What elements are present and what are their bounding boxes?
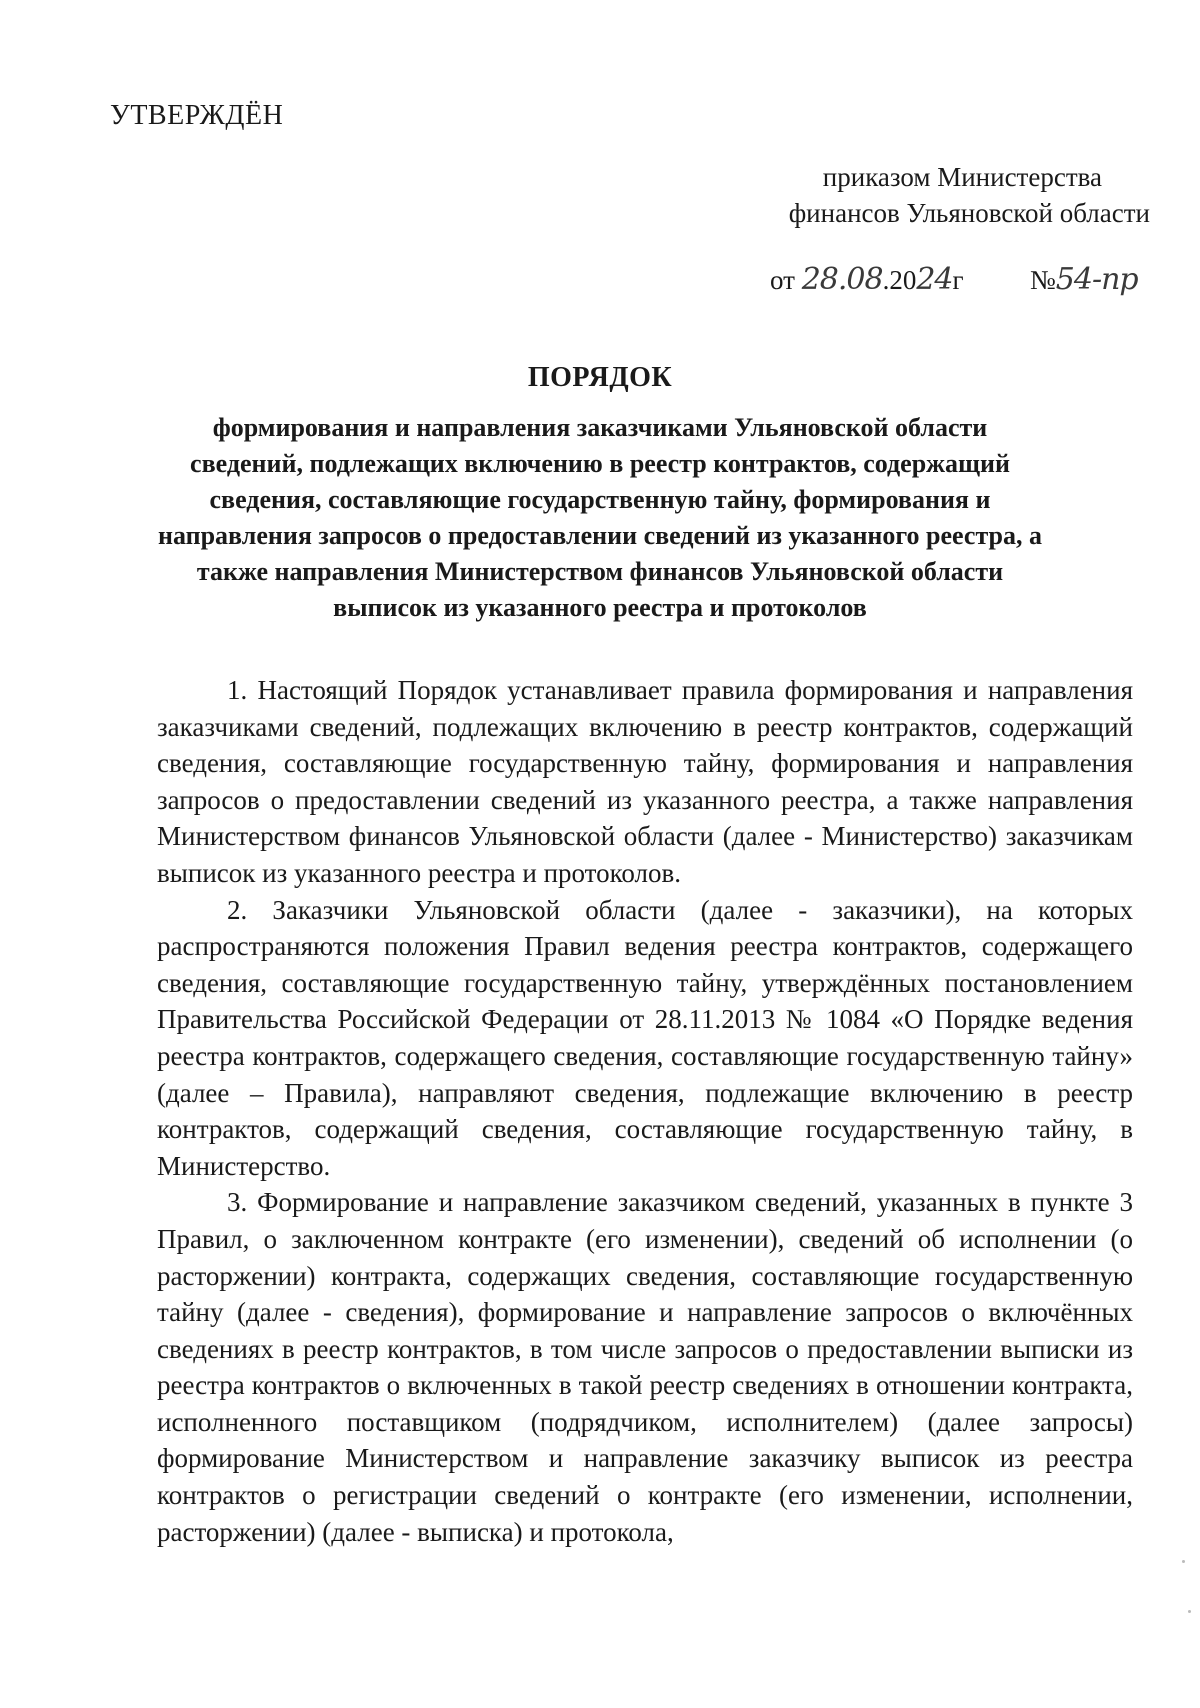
handwritten-number: 54-пр xyxy=(1055,262,1138,297)
document-heading xyxy=(130,360,1070,626)
date-suffix: г xyxy=(952,265,964,295)
handwritten-date: 28.08 xyxy=(801,262,883,297)
paragraph-2: 2. Заказчики Ульяновской области (далее - заказчики), на которых распространяются положения Правил ведения реестра контрактов, содержащего сведения, составляющие государственную тайну, утверждённых постановлением Правительства Российской Федерации от 28.11.2013 № 1084 «О Порядке ведения реестра контрактов, содержащего сведения, составляющие государственную тайну» (далее – Правила), направляют сведения, подлежащие включению в реестр контрактов, содержащий сведения, составляющие государственную тайну, в Министерство. xyxy=(157,894,1133,1181)
approval-date xyxy=(770,262,964,297)
number-prefix: № xyxy=(1030,265,1056,295)
date-year-printed: .20 xyxy=(882,265,917,295)
date-prefix: от xyxy=(770,265,795,295)
scan-artifact xyxy=(1188,1610,1191,1613)
subtitle-line: направления запросов о предоставлении сведений из указанного реестра, а xyxy=(157,521,1043,550)
paragraph-3: 3. Формирование и направление заказчиком сведений, указанных в пункте 3 Правил, о заключенном контракте (его изменении), сведений об исполнении (о расторжении) контракта, содержащих сведения, составляющие государственную тайну (далее - сведения), формирование и направление запросов о включённых сведениях в реестр контрактов, в том числе запросов о предоставлении выписки из реестра контрактов о включенных в такой реестр сведениях в отношении контракта, исполненного поставщиком (подрядчиком, исполнителем) (далее запросы) формирование Министерством и направление заказчику выписок из реестра контрактов о регистрации сведений о контракте (его изменении, исполнении, расторжении) (далее - выписка) и протокола, xyxy=(157,1187,1133,1547)
subtitle-line: выписок из указанного реестра и протоколов xyxy=(333,593,867,622)
approval-order-line-2: финансов Ульяновской области xyxy=(788,198,1150,228)
subtitle-line: также направления Министерством финансов Ульяновской области xyxy=(196,557,1004,586)
approval-order-line-1: приказом Министерства xyxy=(822,162,1102,192)
handwritten-year: 24 xyxy=(916,262,953,297)
paragraph-1: 1. Настоящий Порядок устанавливает правила формирования и направления заказчиками сведений, подлежащих включению в реестр контрактов, содержащий сведения, составляющие государственную тайну, формирования и направления запросов о предоставлении сведений из указанного реестра, а также направления Министерством финансов Ульяновской области (далее - Министерство) заказчикам выписок из указанного реестра и протоколов. xyxy=(157,675,1133,888)
subtitle-line: сведения, составляющие государственную тайну, формирования и xyxy=(209,485,991,514)
subtitle-line: сведений, подлежащих включению в реестр контрактов, содержащий xyxy=(190,449,1010,478)
subtitle-line: формирования и направления заказчиками Ульяновской области xyxy=(212,413,988,442)
approval-number xyxy=(1030,262,1138,297)
document-title: ПОРЯДОК xyxy=(527,362,673,393)
document-body xyxy=(157,672,1133,1550)
approval-title: УТВЕРЖДЁН xyxy=(110,100,284,131)
scan-artifact xyxy=(1182,1560,1185,1563)
